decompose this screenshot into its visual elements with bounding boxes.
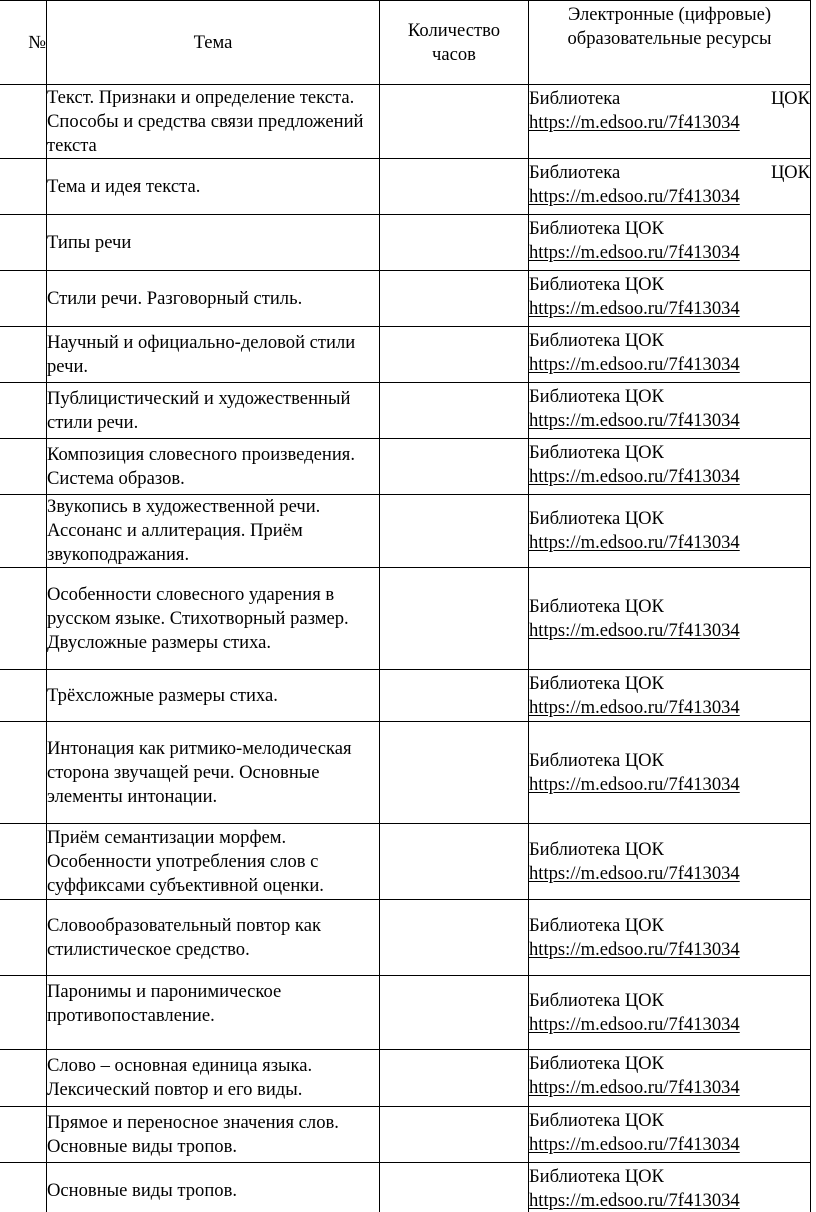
- resource-label: Библиотека ЦОК: [529, 749, 664, 771]
- row-hours: [380, 670, 529, 722]
- resource-label: Библиотека ЦОК: [529, 1053, 664, 1074]
- resource-label: Библиотека ЦОК: [529, 989, 664, 1011]
- row-number-cell: [0, 1107, 47, 1163]
- resource-link[interactable]: https://m.edsoo.ru/7f413034: [529, 1013, 740, 1035]
- resource-link[interactable]: https://m.edsoo.ru/7f413034: [529, 862, 740, 884]
- row-topic: Звукопись в художественной речи. Ассонанс и аллитерация. Приём звукоподражания.: [47, 495, 380, 568]
- row-topic: Тема и идея текста.: [47, 159, 380, 215]
- table-row: [0, 722, 811, 824]
- row-resource-cell: [529, 439, 811, 495]
- header-hours: Количество часов: [380, 1, 529, 85]
- row-hours: [380, 85, 529, 159]
- row-topic: Трёхсложные размеры стиха.: [47, 670, 380, 722]
- table-row: [0, 327, 811, 383]
- row-topic: Научный и официально-деловой стили речи.: [47, 327, 380, 383]
- row-hours: [380, 495, 529, 568]
- row-topic: Интонация как ритмико-мелодическая сторона звучащей речи. Основные элементы интонации.: [47, 722, 380, 824]
- row-number-cell: [0, 383, 47, 439]
- row-hours: [380, 215, 529, 271]
- table-row: [0, 271, 811, 327]
- row-number-cell: [0, 722, 47, 824]
- row-topic: Текст. Признаки и определение текста. Способы и средства связи предложений текста: [47, 85, 380, 159]
- header-resources: Электронные (цифровые) образовательные ресурсы: [529, 1, 811, 85]
- row-topic: Слово – основная единица языка. Лексический повтор и его виды.: [47, 1050, 380, 1107]
- resource-link[interactable]: https://m.edsoo.ru/7f413034: [529, 466, 740, 487]
- resource-label: Библиотека ЦОК: [529, 386, 664, 407]
- row-resource-cell: [529, 824, 811, 900]
- row-hours: [380, 383, 529, 439]
- resource-label: Библиотека ЦОК: [529, 218, 664, 239]
- row-topic: Приём семантизации морфем. Особенности употребления слов с суффиксами субъективной оценки.: [47, 824, 380, 900]
- row-number-cell: [0, 327, 47, 383]
- row-number-cell: [0, 159, 47, 215]
- resource-link[interactable]: https://m.edsoo.ru/7f413034: [529, 1190, 740, 1211]
- table-row: [0, 1107, 811, 1163]
- row-resource-cell: [529, 215, 811, 271]
- resource-label: Библиотека ЦОК: [529, 673, 664, 694]
- resource-label: Библиотека ЦОК: [529, 838, 664, 860]
- row-resource-cell: [529, 568, 811, 670]
- row-topic: Типы речи: [47, 215, 380, 271]
- resource-link[interactable]: https://m.edsoo.ru/7f413034: [529, 298, 740, 319]
- table-row: [0, 976, 811, 1050]
- row-resource-cell: [529, 722, 811, 824]
- row-hours: [380, 568, 529, 670]
- table-row: [0, 670, 811, 722]
- row-hours: [380, 900, 529, 976]
- resource-link[interactable]: https://m.edsoo.ru/7f413034: [529, 354, 740, 375]
- row-topic: Композиция словесного произведения. Система образов.: [47, 439, 380, 495]
- row-hours: [380, 159, 529, 215]
- resource-label: Библиотека ЦОК: [529, 914, 664, 936]
- resource-label: Библиотека ЦОК: [529, 442, 664, 463]
- row-topic: Основные виды тропов.: [47, 1163, 380, 1212]
- table-row: [0, 495, 811, 568]
- resource-link[interactable]: https://m.edsoo.ru/7f413034: [529, 619, 740, 641]
- row-number-cell: [0, 215, 47, 271]
- resource-label: Библиотека ЦОК: [529, 162, 810, 183]
- row-resource-cell: [529, 1107, 811, 1163]
- resource-link[interactable]: https://m.edsoo.ru/7f413034: [529, 112, 740, 133]
- row-resource-cell: [529, 159, 811, 215]
- row-hours: [380, 976, 529, 1050]
- row-topic: Особенности словесного ударения в русском языке. Стихотворный размер. Двусложные размеры стиха.: [47, 568, 380, 670]
- row-number-cell: [0, 976, 47, 1050]
- resource-link[interactable]: https://m.edsoo.ru/7f413034: [529, 532, 740, 553]
- table-row: [0, 383, 811, 439]
- resource-label: Библиотека ЦОК: [529, 88, 810, 109]
- table-row: [0, 439, 811, 495]
- row-resource-cell: [529, 327, 811, 383]
- row-hours: [380, 327, 529, 383]
- resource-link[interactable]: https://m.edsoo.ru/7f413034: [529, 773, 740, 795]
- table-row: [0, 85, 811, 159]
- row-resource-cell: [529, 383, 811, 439]
- row-resource-cell: [529, 976, 811, 1050]
- row-hours: [380, 439, 529, 495]
- header-num: №: [0, 1, 47, 85]
- header-topic: Тема: [47, 1, 380, 85]
- row-number-cell: [0, 439, 47, 495]
- row-hours: [380, 1163, 529, 1212]
- table-row: [0, 159, 811, 215]
- resource-link[interactable]: https://m.edsoo.ru/7f413034: [529, 1134, 740, 1155]
- row-hours: [380, 722, 529, 824]
- resource-link[interactable]: https://m.edsoo.ru/7f413034: [529, 410, 740, 431]
- row-topic: Стили речи. Разговорный стиль.: [47, 271, 380, 327]
- row-number-cell: [0, 900, 47, 976]
- row-resource-cell: [529, 1050, 811, 1107]
- row-number-cell: [0, 495, 47, 568]
- resource-label: Библиотека ЦОК: [529, 508, 664, 529]
- row-number-cell: [0, 670, 47, 722]
- row-resource-cell: [529, 85, 811, 159]
- resource-link[interactable]: https://m.edsoo.ru/7f413034: [529, 938, 740, 960]
- row-resource-cell: [529, 1163, 811, 1212]
- resource-label: Библиотека ЦОК: [529, 595, 664, 617]
- row-resource-cell: [529, 670, 811, 722]
- resource-label: Библиотека ЦОК: [529, 1166, 664, 1187]
- row-number-cell: [0, 271, 47, 327]
- resource-link[interactable]: https://m.edsoo.ru/7f413034: [529, 186, 740, 207]
- table-row: [0, 1050, 811, 1107]
- row-topic: Словообразовательный повтор как стилистическое средство.: [47, 900, 380, 976]
- row-hours: [380, 1050, 529, 1107]
- table-row: [0, 215, 811, 271]
- row-number-cell: [0, 85, 47, 159]
- row-resource-cell: [529, 495, 811, 568]
- row-hours: [380, 824, 529, 900]
- row-number-cell: [0, 1050, 47, 1107]
- table-header-row: [0, 1, 811, 85]
- row-number-cell: [0, 1163, 47, 1212]
- row-topic: Прямое и переносное значения слов. Основные виды тропов.: [47, 1107, 380, 1163]
- table-row: [0, 1163, 811, 1212]
- table-row: [0, 824, 811, 900]
- row-hours: [380, 1107, 529, 1163]
- row-resource-cell: [529, 900, 811, 976]
- resource-label: Библиотека ЦОК: [529, 274, 664, 295]
- resource-label: Библиотека ЦОК: [529, 1110, 664, 1131]
- resource-link[interactable]: https://m.edsoo.ru/7f413034: [529, 1077, 740, 1098]
- resource-link[interactable]: https://m.edsoo.ru/7f413034: [529, 242, 740, 263]
- resource-link[interactable]: https://m.edsoo.ru/7f413034: [529, 697, 740, 718]
- table-row: [0, 568, 811, 670]
- resource-label: Библиотека ЦОК: [529, 330, 664, 351]
- row-topic: Паронимы и паронимическое противопоставление.: [47, 976, 380, 1050]
- row-topic: Публицистический и художественный стили речи.: [47, 383, 380, 439]
- table-row: [0, 900, 811, 976]
- table-body: [0, 85, 811, 1212]
- row-number-cell: [0, 568, 47, 670]
- row-resource-cell: [529, 271, 811, 327]
- row-hours: [380, 271, 529, 327]
- row-number-cell: [0, 824, 47, 900]
